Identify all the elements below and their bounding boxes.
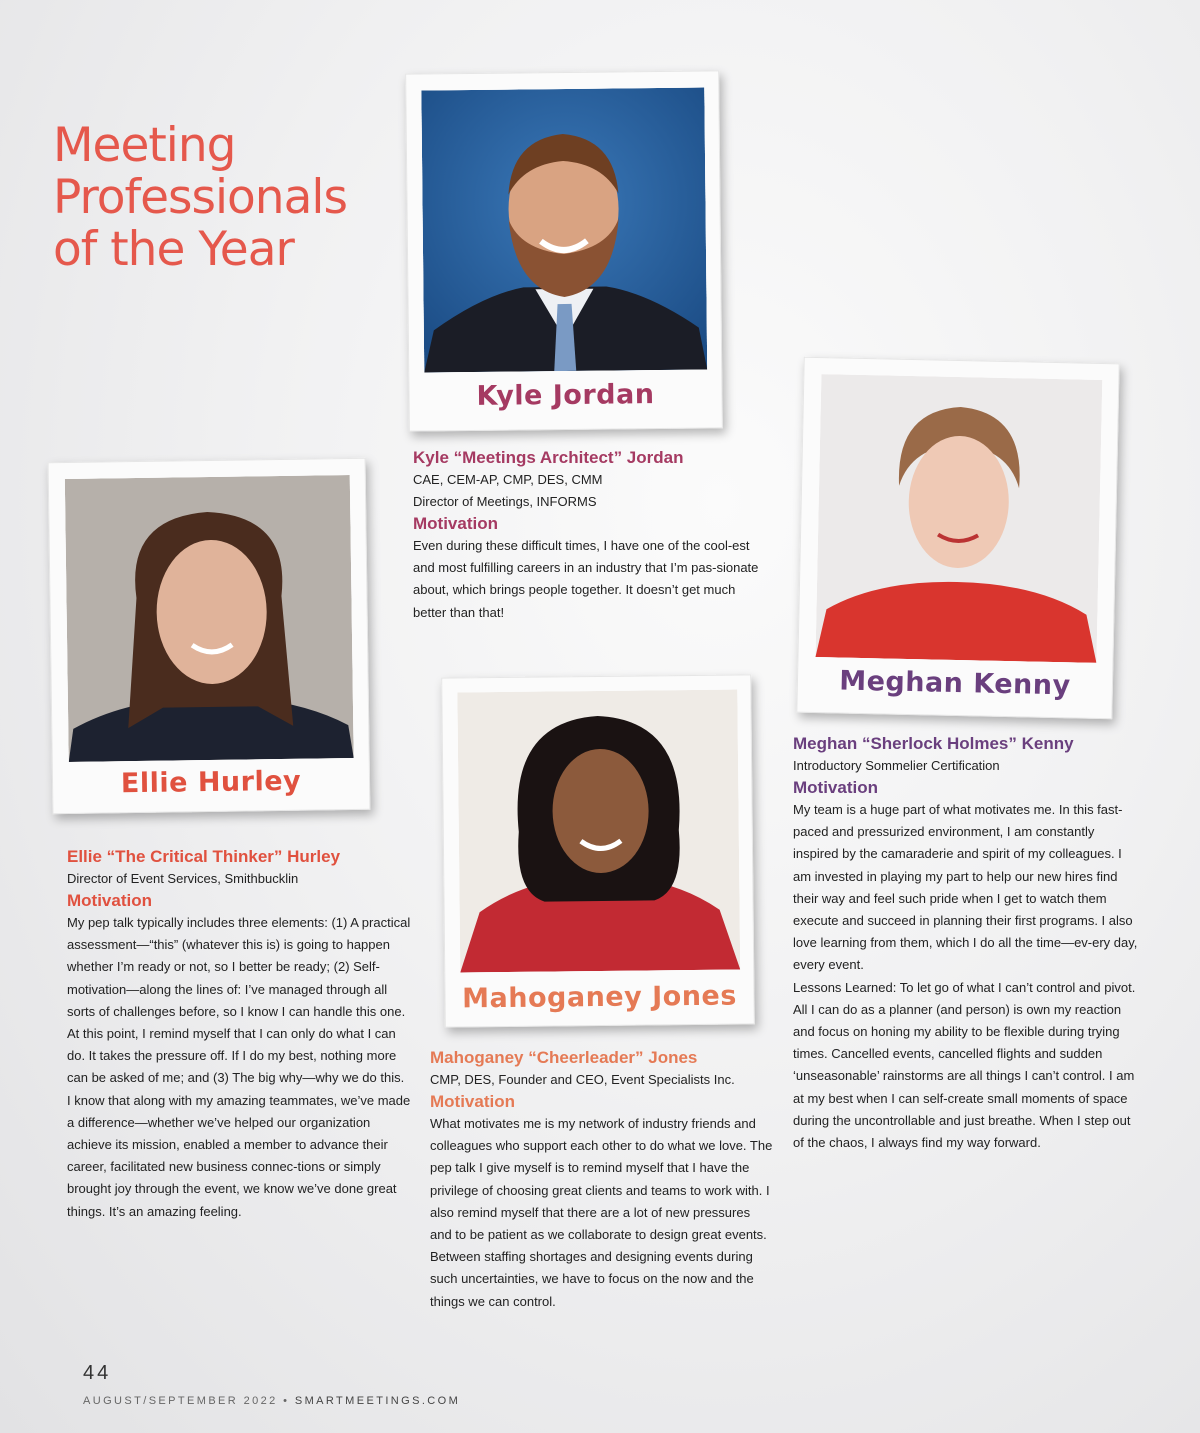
mahoganey-name: Mahoganey “Cheerleader” Jones [430,1048,698,1067]
meghan-credentials: Introductory Sommelier Certification [793,758,1000,773]
mahoganey-motivation-text: What motivates me is my network of industry friends and colleagues who support each other to do what we love. The pep talk I give myself is to remind myself that I have the privilege of choosing great clients and teams to work with. I also remind myself that there are a lot of new pressures and to be patient as we collaborate to design great events. Between staffing shortages and designing events during such uncertainties, we have to focus on the now and the things we can control. [430,1116,773,1309]
page-number: 44 [83,1362,112,1384]
ellie-photo-card [48,458,371,814]
mahoganey-portrait [457,690,740,973]
ellie-portrait [65,475,354,762]
ellie-title: Director of Event Services, Smithbucklin [67,871,299,886]
mahoganey-photo-card [441,674,755,1027]
mahoganey-caption: Mahoganey Jones [462,980,738,1015]
footer-line [83,1395,460,1407]
kyle-caption: Kyle Jordan [476,379,655,412]
footer-separator: • [283,1395,290,1407]
meghan-portrait [815,374,1102,663]
meghan-photo-card [796,357,1119,720]
mahoganey-profile [430,1047,775,1313]
page-title [53,120,413,276]
meghan-profile [793,733,1143,1154]
meghan-motivation-label: Motivation [793,778,878,797]
meghan-name: Meghan “Sherlock Holmes” Kenny [793,734,1074,753]
ellie-motivation-text: My pep talk typically includes three elements: (1) A practical assessment—“this” (whatever this is) is going to happen whether I’m ready or not, so I better be ready; (2) Self-motivation—along the lines of: I’ve managed through all sorts of challenges before, so I know I can handle this one. At this point, I remind myself that I can only do what I can do. It takes the pressure off. If I do my best, nothing more can be asked of me; and (3) The big why—why we do this. I know that along with my amazing teammates, we’ve made a difference—whether we’ve helped our organization achieve its mission, enabled a member to advance their career, facilitated new business connec-tions or simply brought joy through the event, we know we’ve done great things. It’s an amazing feeling. [67,915,411,1219]
title-line-2: Professionals [53,170,347,225]
ellie-caption: Ellie Hurley [120,765,302,800]
ellie-profile [67,846,411,1223]
kyle-photo-card [405,70,723,431]
footer-issue: AUGUST/SEPTEMBER 2022 [83,1395,278,1407]
meghan-motivation-text: My team is a huge part of what motivates me. In this fast-paced and pressurized environment, I am constantly inspired by the camaraderie and spirit of my colleagues. I am invested in playing my part to help our new hires find their way and feel such pride when I get to watch them execute and succeed in planning their first programs. I also love learning from them, which I do all the time—ev-ery day, every event. [793,802,1138,973]
kyle-profile [413,447,763,624]
mahoganey-motivation-label: Motivation [430,1092,515,1111]
kyle-name: Kyle “Meetings Architect” Jordan [413,448,684,467]
title-line-1: Meeting [53,118,236,173]
kyle-motivation-label: Motivation [413,514,498,533]
footer-site: SMARTMEETINGS.COM [294,1395,461,1407]
kyle-credentials: CAE, CEM-AP, CMP, DES, CMM [413,472,603,487]
mahoganey-title: CMP, DES, Founder and CEO, Event Specialists Inc. [430,1072,735,1087]
title-line-3: of the Year [53,222,294,277]
meghan-lessons-text: Lessons Learned: To let go of what I can’t control and pivot. All I can do as a planner (and person) is own my reaction and focus on honing my ability to be flexible during trying times. Cancelled events, cancelled flights and sudden ‘unseasonable’ rainstorms are all things I can’t control. I am at my best when I can self-create small moments of space during the uncontrollable and just breathe. When I step out of the chaos, I always find my way forward. [793,979,1136,1151]
kyle-title: Director of Meetings, INFORMS [413,494,597,509]
kyle-motivation-text: Even during these difficult times, I have one of the cool-est and most fulfilling careers in an industry that I’m pas-sionate about, which brings people together. It doesn’t get much better than that! [413,538,759,620]
ellie-motivation-label: Motivation [67,891,152,910]
ellie-name: Ellie “The Critical Thinker” Hurley [67,847,341,866]
meghan-caption: Meghan Kenny [838,665,1071,702]
kyle-portrait [421,88,707,373]
